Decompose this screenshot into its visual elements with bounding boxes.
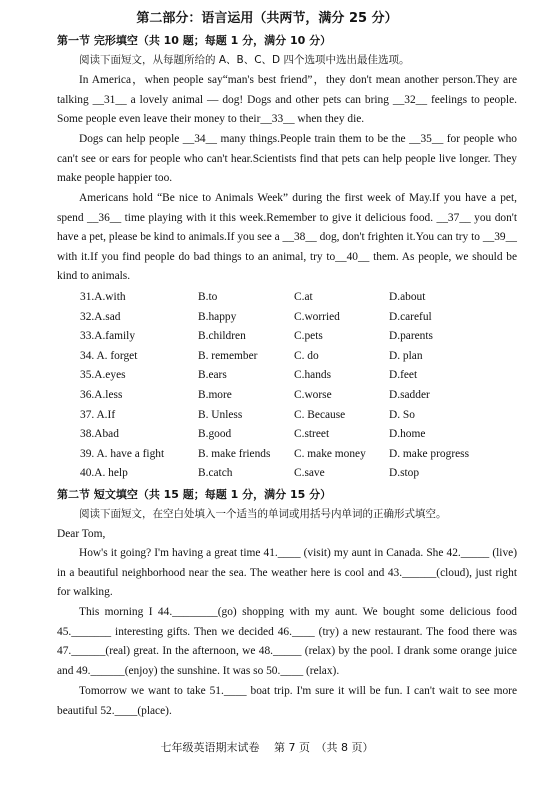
part2-instruction: 阅读下面短文，在空白处填入一个适当的单词或用括号内单词的正确形式填空。	[79, 508, 447, 520]
part2-heading: 第二节 短文填空（共 15 题；每题 1 分，满分 15 分）	[57, 488, 332, 501]
option-36-b: B.more	[198, 388, 232, 401]
option-row-37	[80, 406, 520, 426]
option-row-35	[80, 366, 520, 386]
section-title: 第二部分：语言运用（共两节，满分 25 分）	[136, 11, 398, 26]
option-38-c: C.street	[294, 428, 330, 441]
option-row-38	[80, 425, 520, 445]
option-row-39	[80, 445, 520, 465]
option-40-d: D.stop	[389, 467, 420, 480]
option-34-a: 34. A. forget	[80, 349, 138, 362]
option-36-d: D.sadder	[389, 388, 430, 401]
letter-paragraph-1: How's it going? I'm having a great time 41.____ (visit) my aunt in Canada. She 42._____ (live) in a beautiful neighborhood near the sea. The weather here is cool and 43.______(cloud), just right for walking.	[57, 547, 517, 599]
option-39-d: D. make progress	[389, 447, 470, 460]
option-32-d: D.careful	[389, 310, 432, 323]
option-37-c: C. Because	[294, 408, 346, 421]
option-31-b: B.to	[198, 291, 218, 303]
option-33-c: C.pets	[294, 330, 323, 343]
option-row-34	[80, 347, 520, 367]
option-39-b: B. make friends	[198, 447, 271, 460]
option-37-d: D. So	[389, 408, 415, 421]
option-31-a: 31.A.with	[80, 291, 126, 303]
option-36-a: 36.A.less	[80, 388, 123, 401]
letter-paragraph-3: Tomorrow we want to take 51.____ boat trip. I'm sure it will be fun. I can't wait to see more beautiful 52.____(place).	[57, 685, 517, 717]
part1-heading: 第一节 完形填空（共 10 题；每题 1 分，满分 10 分）	[57, 34, 332, 47]
letter-paragraph-2: This morning I 44.________(go) shopping with my aunt. We bought some delicious food 45._______ interesting gifts. Then we decided 46.____ (try) a new restaurant. The food there was 47.______(real) great. In the afternoon, we 48._____ (relax) by the pool. I drank some orange juice and 49.______(enjoy) the sunshine. It was so 50.____ (relax).	[57, 606, 517, 677]
option-40-a: 40.A. help	[80, 467, 128, 480]
option-34-d: D. plan	[389, 349, 423, 362]
option-38-a: 38.Abad	[80, 428, 119, 441]
option-37-a: 37. A.If	[80, 408, 116, 421]
option-row-36	[80, 386, 520, 406]
option-35-a: 35.A.eyes	[80, 369, 126, 382]
cloze-paragraph-3: Americans hold “Be nice to Animals Week” during the first week of May.If you have a pet, spend __36__ time playing with it this week.Remember to give it delicious food. __37__ you don't have a pet, please be kind to animals.If you see a __38__ dog, don't frighten it.You can try to __39__ with it.If you find people do bad things to an animal, try to__40__ them. As people, we should be kind to animals.	[57, 192, 517, 283]
part1-instruction: 阅读下面短文，从每题所给的 A、B、C、D 四个选项中选出最佳选项。	[79, 54, 410, 66]
option-38-d: D.home	[389, 428, 426, 441]
option-row-32	[80, 308, 520, 328]
option-37-b: B. Unless	[198, 408, 243, 421]
option-row-31	[80, 288, 520, 308]
option-row-33	[80, 327, 520, 347]
option-34-b: B. remember	[198, 349, 258, 362]
option-33-d: D.parents	[389, 330, 433, 343]
cloze-paragraph-1: In America，when people say“man's best friend”，they don't mean another person.They are talking __31__ a lovely animal — dog! Dogs and other pets can bring __32__ feelings to people. Some people even leave their money to their__33__ when they die.	[57, 74, 517, 126]
options-table	[80, 288, 520, 484]
option-38-b: B.good	[198, 428, 232, 441]
option-40-b: B.catch	[198, 467, 233, 480]
option-33-b: B.children	[198, 330, 246, 343]
option-35-d: D.feet	[389, 369, 418, 382]
option-31-d: D.about	[389, 291, 426, 303]
option-32-a: 32.A.sad	[80, 310, 121, 323]
option-32-b: B.happy	[198, 310, 237, 323]
option-32-c: C.worried	[294, 310, 340, 323]
page-footer: 七年级英语期末试卷 第 7 页 （共 8 页）	[160, 741, 374, 754]
option-39-c: C. make money	[294, 447, 366, 460]
option-row-40	[80, 464, 520, 484]
option-34-c: C. do	[294, 349, 319, 362]
letter-greeting: Dear Tom,	[57, 528, 106, 540]
option-33-a: 33.A.family	[80, 330, 136, 343]
option-35-b: B.ears	[198, 369, 227, 382]
option-39-a: 39. A. have a fight	[80, 447, 165, 460]
option-36-c: C.worse	[294, 388, 332, 401]
option-40-c: C.save	[294, 467, 325, 480]
cloze-paragraph-2: Dogs can help people __34__ many things.People train them to be the __35__ for people who can't see or ears for people who can't hear.Scientists find that pets can help people live longer. They make people happier too.	[57, 133, 517, 185]
option-35-c: C.hands	[294, 369, 332, 382]
option-31-c: C.at	[294, 291, 313, 303]
